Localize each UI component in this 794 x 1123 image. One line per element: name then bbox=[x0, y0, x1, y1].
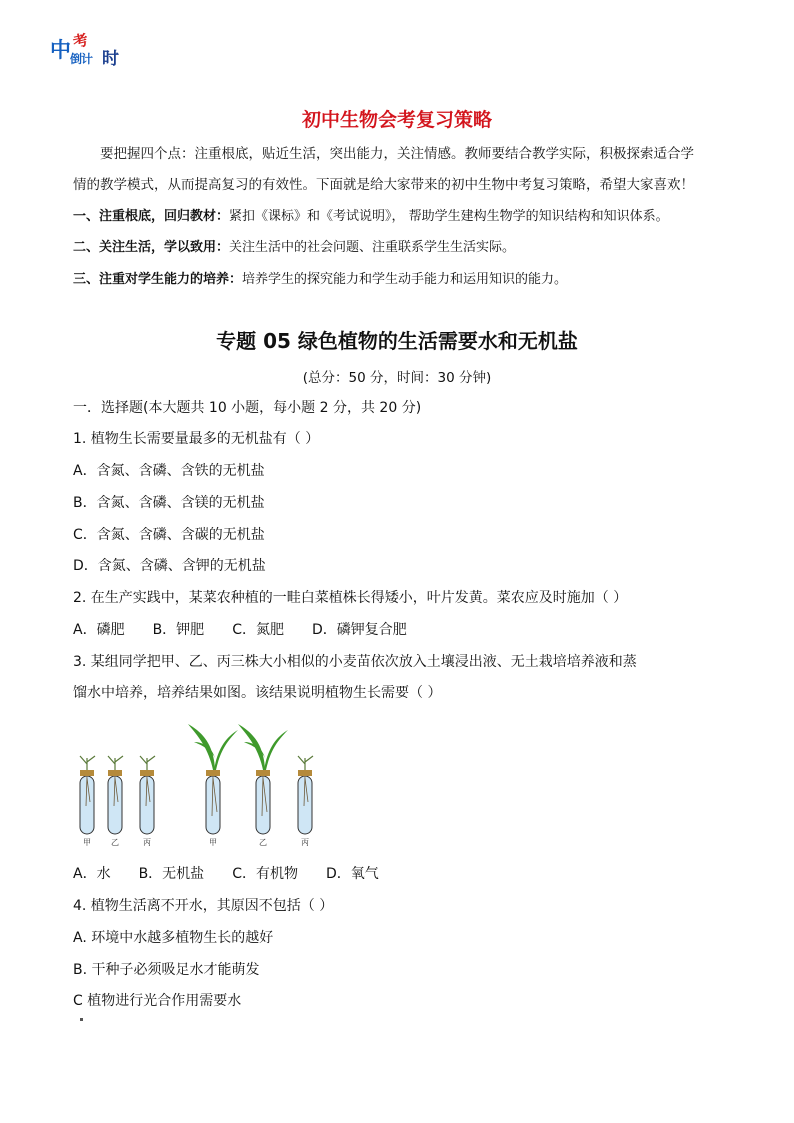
point-2-body: 关注生活中的社会问题、注重联系学生生活实际。 bbox=[229, 240, 516, 255]
q3-stem-line1: 3. 某组同学把甲、乙、丙三株大小相似的小麦苗依次放入土壤浸出液、无土栽培培养液和蒸 bbox=[73, 654, 637, 670]
test-tubes-illustration bbox=[68, 716, 330, 850]
figure-left-label-jia: 甲 bbox=[83, 838, 91, 847]
point-3-body: 培养学生的探究能力和学生动手能力和运用知识的能力。 bbox=[242, 272, 568, 287]
strategy-point-1 bbox=[73, 207, 723, 227]
strategy-intro-line2: 情的教学模式，从而提高复习的有效性。下面就是给大家带来的初中生物中考复习策略，希望大家喜欢！ bbox=[73, 177, 694, 193]
q1-option-a: A．含氮、含磷、含铁的无机盐 bbox=[73, 463, 265, 479]
logo-char-shi: 时 bbox=[102, 49, 119, 69]
strategy-point-2 bbox=[73, 238, 723, 258]
q3-option-b: B．无机盐 bbox=[138, 866, 205, 882]
logo-char-daoji: 倒计 bbox=[70, 52, 93, 66]
q3-stem-line2: 馏水中培养，培养结果如图。该结果说明植物生长需要（ ） bbox=[73, 685, 442, 701]
q4-option-a: A. 环境中水越多植物生长的越好 bbox=[73, 930, 274, 946]
q3-options bbox=[73, 864, 753, 884]
q4-option-b: B. 干种子必须吸足水才能萌发 bbox=[73, 962, 260, 978]
q1-option-d: D．含氮、含磷、含钾的无机盐 bbox=[73, 558, 266, 574]
q3-option-a: A．水 bbox=[73, 866, 111, 882]
strategy-title: 初中生物会考复习策略 bbox=[301, 109, 492, 131]
figure-right-label-jia: 甲 bbox=[209, 838, 217, 847]
strategy-intro-line1: 要把握四个点：注重根底，贴近生活，突出能力，关注情感。教师要结合教学实际，积极探索适合学 bbox=[100, 146, 694, 162]
strategy-point-3 bbox=[73, 270, 723, 290]
logo-char-kao: 考 bbox=[71, 30, 90, 52]
logo bbox=[50, 32, 125, 68]
q2-options bbox=[73, 620, 753, 640]
q1-stem: 1. 植物生长需要量最多的无机盐有（ ） bbox=[73, 431, 320, 447]
topic-title: 专题 05 绿色植物的生活需要水和无机盐 bbox=[216, 329, 578, 353]
point-3-head: 三、注重对学生能力的培养： bbox=[73, 272, 243, 287]
q2-stem: 2. 在生产实践中，某菜农种植的一畦白菜植株长得矮小，叶片发黄。菜农应及时施加（ ） bbox=[73, 590, 628, 606]
point-1-head: 一、注重根底，回归教材： bbox=[73, 209, 230, 224]
figure-right-label-yi: 乙 bbox=[259, 838, 267, 847]
figure-left-label-yi: 乙 bbox=[111, 838, 119, 847]
section-heading: 一．选择题(本大题共 10 小题，每小题 2 分，共 20 分) bbox=[73, 400, 422, 416]
q1-option-c: C．含氮、含磷、含碳的无机盐 bbox=[73, 527, 265, 543]
logo-char-zhong: 中 bbox=[50, 38, 71, 62]
point-1-body: 紧扣《课标》和《考试说明》， 帮助学生建构生物学的知识结构和知识体系。 bbox=[229, 209, 669, 224]
q3-option-c: C．有机物 bbox=[232, 866, 298, 882]
q2-option-b: B．钾肥 bbox=[152, 622, 205, 638]
point-2-head: 二、关注生活，学以致用： bbox=[73, 240, 230, 255]
q2-option-d: D．磷钾复合肥 bbox=[311, 622, 407, 638]
q3-figure-test-tubes bbox=[68, 716, 330, 850]
figure-left-label-bing: 丙 bbox=[143, 838, 151, 847]
topic-meta: (总分：50 分，时间：30 分钟) bbox=[302, 370, 492, 386]
q1-option-b: B．含氮、含磷、含镁的无机盐 bbox=[73, 495, 265, 511]
q4-stem: 4. 植物生活离不开水，其原因不包括（ ） bbox=[73, 898, 334, 914]
q2-option-a: A．磷肥 bbox=[73, 622, 125, 638]
figure-right-label-bing: 丙 bbox=[301, 838, 309, 847]
q4-option-c: C 植物进行光合作用需要水 bbox=[73, 993, 242, 1009]
q2-option-c: C．氮肥 bbox=[232, 622, 284, 638]
page-mark bbox=[80, 1018, 83, 1021]
q3-option-d: D．氧气 bbox=[325, 866, 379, 882]
